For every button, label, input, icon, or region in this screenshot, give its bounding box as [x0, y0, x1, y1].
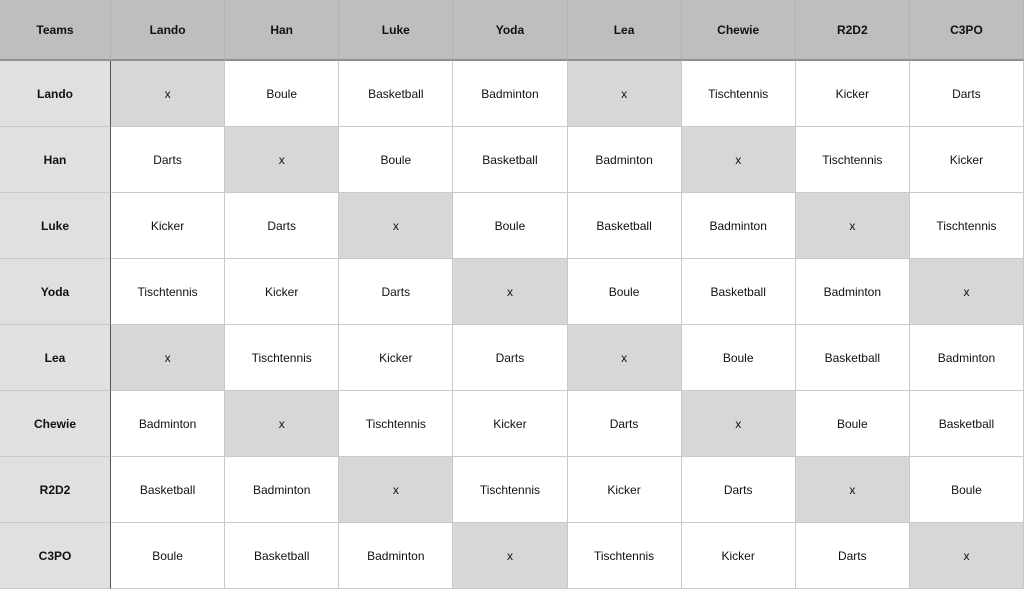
- row-header: Chewie: [0, 391, 111, 457]
- row-header: Lando: [0, 61, 111, 127]
- table-cell: Darts: [796, 523, 910, 589]
- table-cell: Darts: [339, 259, 453, 325]
- table-cell: Tischtennis: [682, 61, 796, 127]
- table-cell: x: [339, 457, 453, 523]
- table-cell: Darts: [568, 391, 682, 457]
- table-cell: Badminton: [910, 325, 1024, 391]
- table-cell: Tischtennis: [910, 193, 1024, 259]
- table-cell: Boule: [225, 61, 339, 127]
- table-cell: Kicker: [453, 391, 567, 457]
- table-cell: x: [568, 325, 682, 391]
- corner-header: Teams: [0, 0, 111, 61]
- table-cell: x: [910, 259, 1024, 325]
- table-cell: x: [111, 325, 225, 391]
- table-cell: Boule: [796, 391, 910, 457]
- table-cell: Badminton: [339, 523, 453, 589]
- column-header: Lando: [111, 0, 225, 61]
- table-cell: x: [796, 457, 910, 523]
- table-cell: Basketball: [225, 523, 339, 589]
- table-cell: Kicker: [910, 127, 1024, 193]
- table-cell: Boule: [339, 127, 453, 193]
- column-header: Yoda: [453, 0, 567, 61]
- table-cell: Badminton: [225, 457, 339, 523]
- table-cell: Boule: [910, 457, 1024, 523]
- row-header: Luke: [0, 193, 111, 259]
- table-cell: Darts: [111, 127, 225, 193]
- row-header: C3PO: [0, 523, 111, 589]
- table-cell: Basketball: [796, 325, 910, 391]
- table-cell: Basketball: [339, 61, 453, 127]
- table-cell: x: [111, 61, 225, 127]
- table-cell: x: [682, 127, 796, 193]
- table-cell: Tischtennis: [339, 391, 453, 457]
- column-header: Luke: [339, 0, 453, 61]
- table-cell: Tischtennis: [225, 325, 339, 391]
- table-cell: Tischtennis: [453, 457, 567, 523]
- table-cell: Darts: [910, 61, 1024, 127]
- table-cell: Basketball: [910, 391, 1024, 457]
- table-cell: Kicker: [568, 457, 682, 523]
- row-header: R2D2: [0, 457, 111, 523]
- table-cell: Tischtennis: [796, 127, 910, 193]
- table-cell: x: [339, 193, 453, 259]
- table-cell: Badminton: [453, 61, 567, 127]
- column-header: R2D2: [796, 0, 910, 61]
- table-cell: Badminton: [111, 391, 225, 457]
- table-cell: Basketball: [453, 127, 567, 193]
- table-cell: Basketball: [682, 259, 796, 325]
- table-cell: x: [682, 391, 796, 457]
- row-header: Lea: [0, 325, 111, 391]
- table-cell: Boule: [682, 325, 796, 391]
- table-cell: Boule: [453, 193, 567, 259]
- table-cell: Basketball: [568, 193, 682, 259]
- table-cell: Kicker: [225, 259, 339, 325]
- table-cell: x: [453, 523, 567, 589]
- table-cell: Tischtennis: [568, 523, 682, 589]
- column-header: Han: [225, 0, 339, 61]
- column-header: Lea: [568, 0, 682, 61]
- table-cell: x: [910, 523, 1024, 589]
- table-cell: Kicker: [796, 61, 910, 127]
- table-cell: Darts: [453, 325, 567, 391]
- table-cell: x: [225, 391, 339, 457]
- table-cell: x: [453, 259, 567, 325]
- table-cell: Badminton: [568, 127, 682, 193]
- row-header: Han: [0, 127, 111, 193]
- column-header: C3PO: [910, 0, 1024, 61]
- table-cell: Boule: [111, 523, 225, 589]
- table-cell: Kicker: [339, 325, 453, 391]
- row-header: Yoda: [0, 259, 111, 325]
- table-cell: Badminton: [682, 193, 796, 259]
- table-cell: x: [796, 193, 910, 259]
- table-cell: Badminton: [796, 259, 910, 325]
- table-cell: Tischtennis: [111, 259, 225, 325]
- table-cell: Kicker: [111, 193, 225, 259]
- table-cell: x: [568, 61, 682, 127]
- table-cell: Darts: [682, 457, 796, 523]
- table-cell: x: [225, 127, 339, 193]
- table-cell: Darts: [225, 193, 339, 259]
- table-cell: Kicker: [682, 523, 796, 589]
- table-cell: Basketball: [111, 457, 225, 523]
- table-cell: Boule: [568, 259, 682, 325]
- column-header: Chewie: [682, 0, 796, 61]
